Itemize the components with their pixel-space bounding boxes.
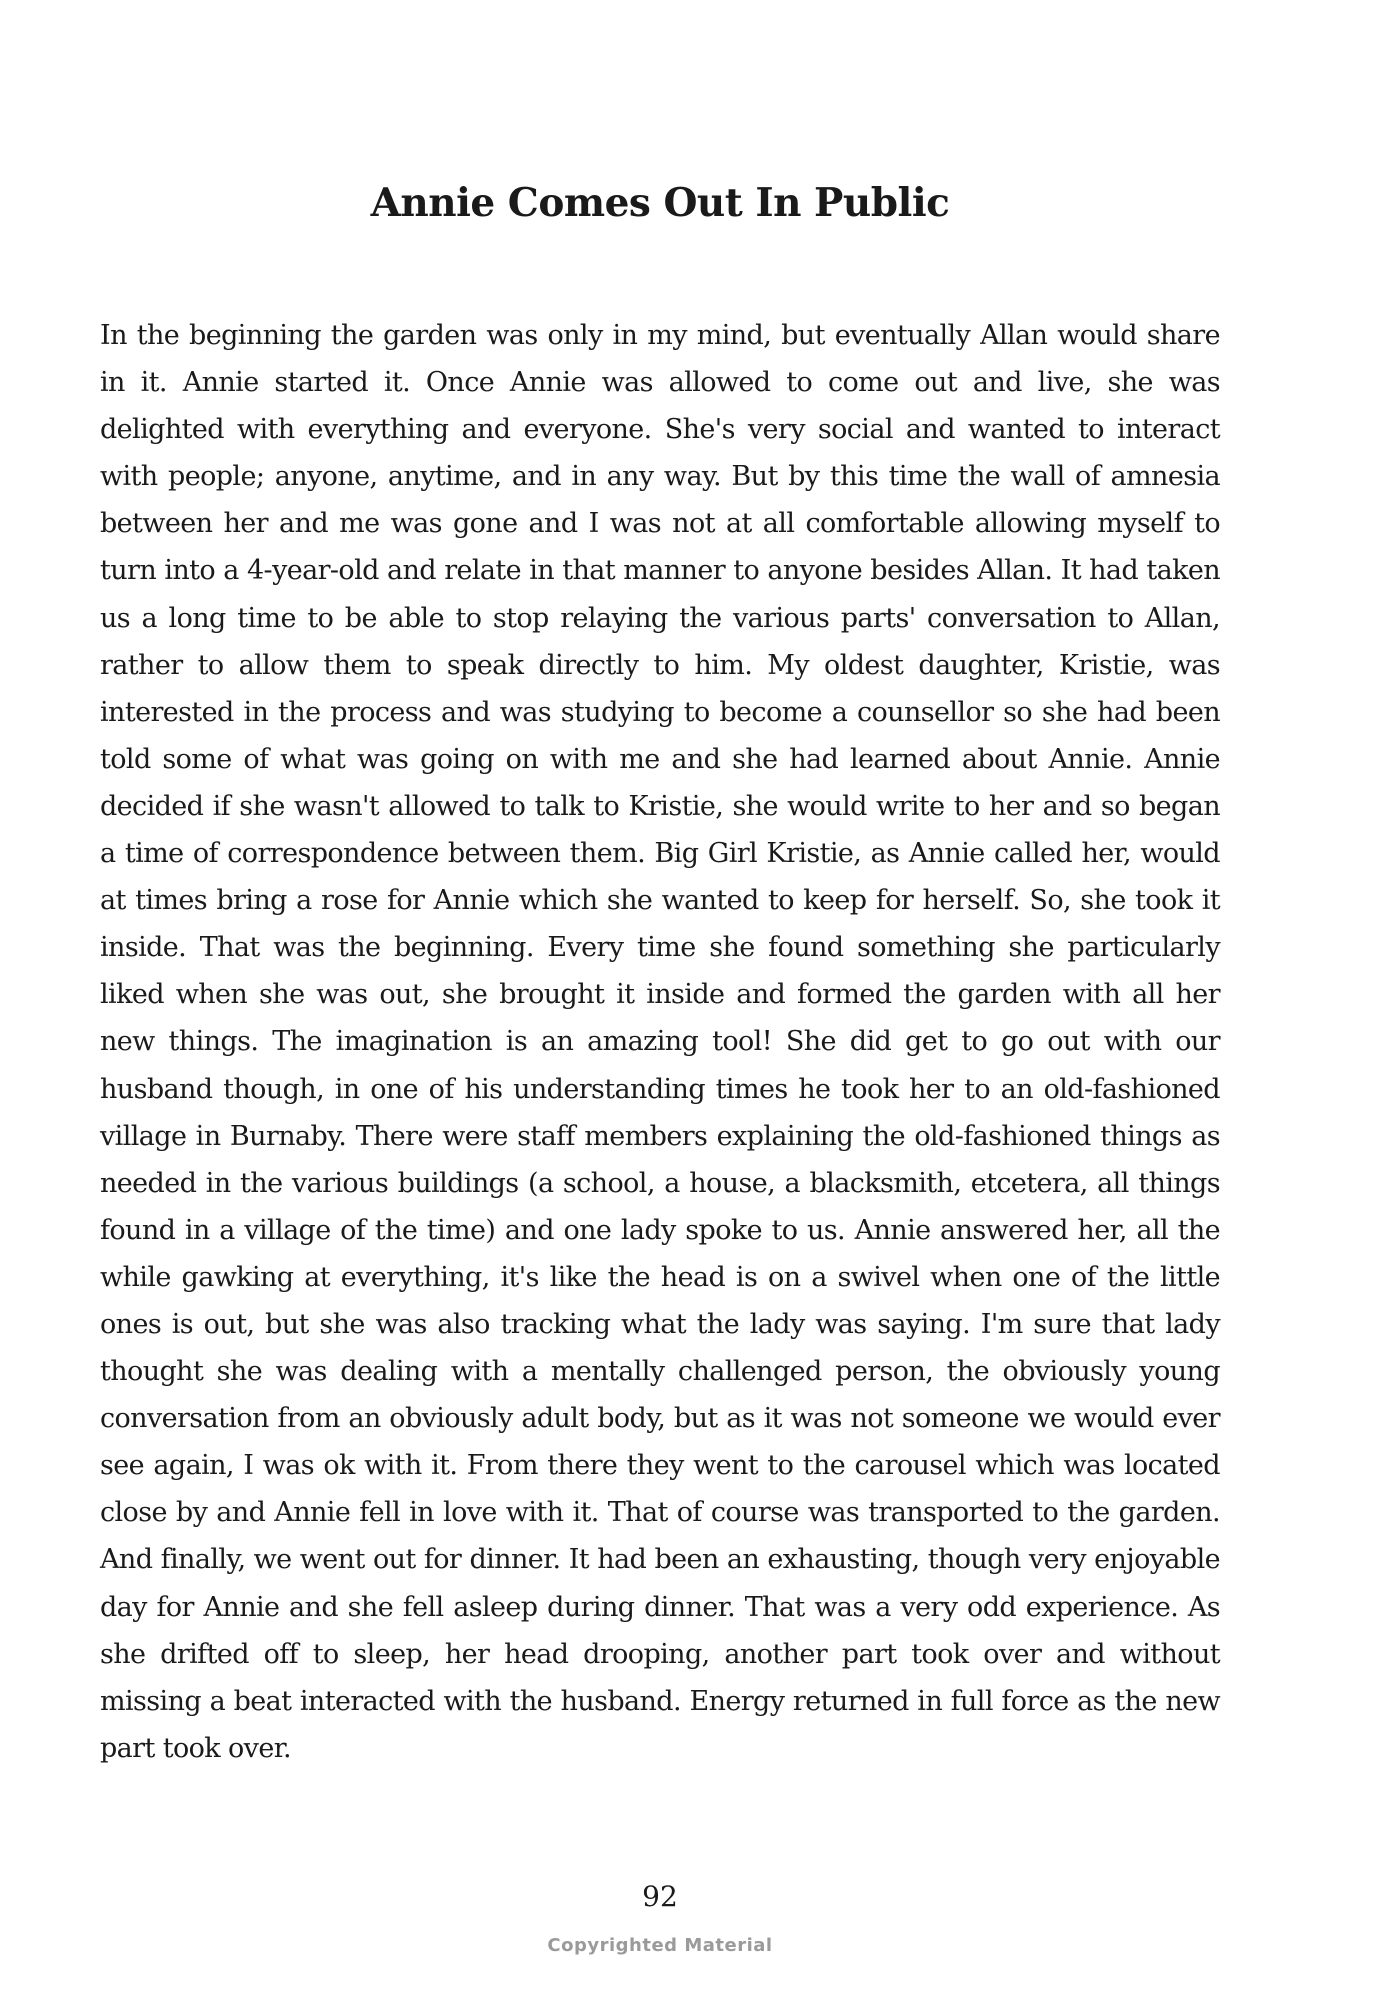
body-paragraph: In the beginning the garden was only in my mind, but eventually Allan would share in it. Annie started it. Once Annie was allowed to come out and live, she was delighted with everything and everyone. She's very social and wanted to interact with people; anyone, anytime, and in any way. But by this time the wall of amnesia between her and me was gone and I was not at all comfortable allowing myself to turn into a 4-year-old and relate in that manner to anyone besides Allan. It had taken us a long time to be able to stop relaying the various parts' conversation to Allan, rather to allow them to speak directly to him. My oldest daughter, Kristie, was interested in the process and was studying to become a counsellor so she had been told some of what was going on with me and she had learned about Annie. Annie decided if she wasn't allowed to talk to Kristie, she would write to her and so began a time of correspondence between them. Big Girl Kristie, as Annie called her, would at times bring a rose for Annie which she wanted to keep for herself. So, she took it inside. That was the beginning. Every time she found something she particularly liked when she was out, she brought it inside and formed the garden with all her new things. The imagination is an amazing tool! She did get to go out with our husband though, in one of his understanding times he took her to an old-fashioned village in Burnaby. There were staff members explaining the old-fashioned things as needed in the various buildings (a school, a house, a blacksmith, etcetera, all things found in a village of the time) and one lady spoke to us. Annie answered her, all the while gawking at everything, it's like the head is on a swivel when one of the little ones is out, but she was also tracking what the lady was saying. I'm sure that lady thought she was dealing with a mentally challenged person, the obviously young conversation from an obviously adult body, but as it was not someone we would ever see again, I was ok with it. From there they went to the carousel which was located close by and Annie fell in love with it. That of course was transported to the garden. And finally, we went out for dinner. It had been an exhausting, though very enjoyable day for Annie and she fell asleep during dinner. That was a very odd experience. As she drifted off to sleep, her head drooping, another part took over and without missing a beat interacted with the husband. Energy returned in full force as the new part took over.	[100, 320, 1220, 1764]
page-number: 92	[642, 1880, 678, 1913]
copyright-footer: Copyrighted Material	[547, 1935, 773, 1956]
chapter-title: Annie Comes Out In Public	[370, 180, 950, 226]
